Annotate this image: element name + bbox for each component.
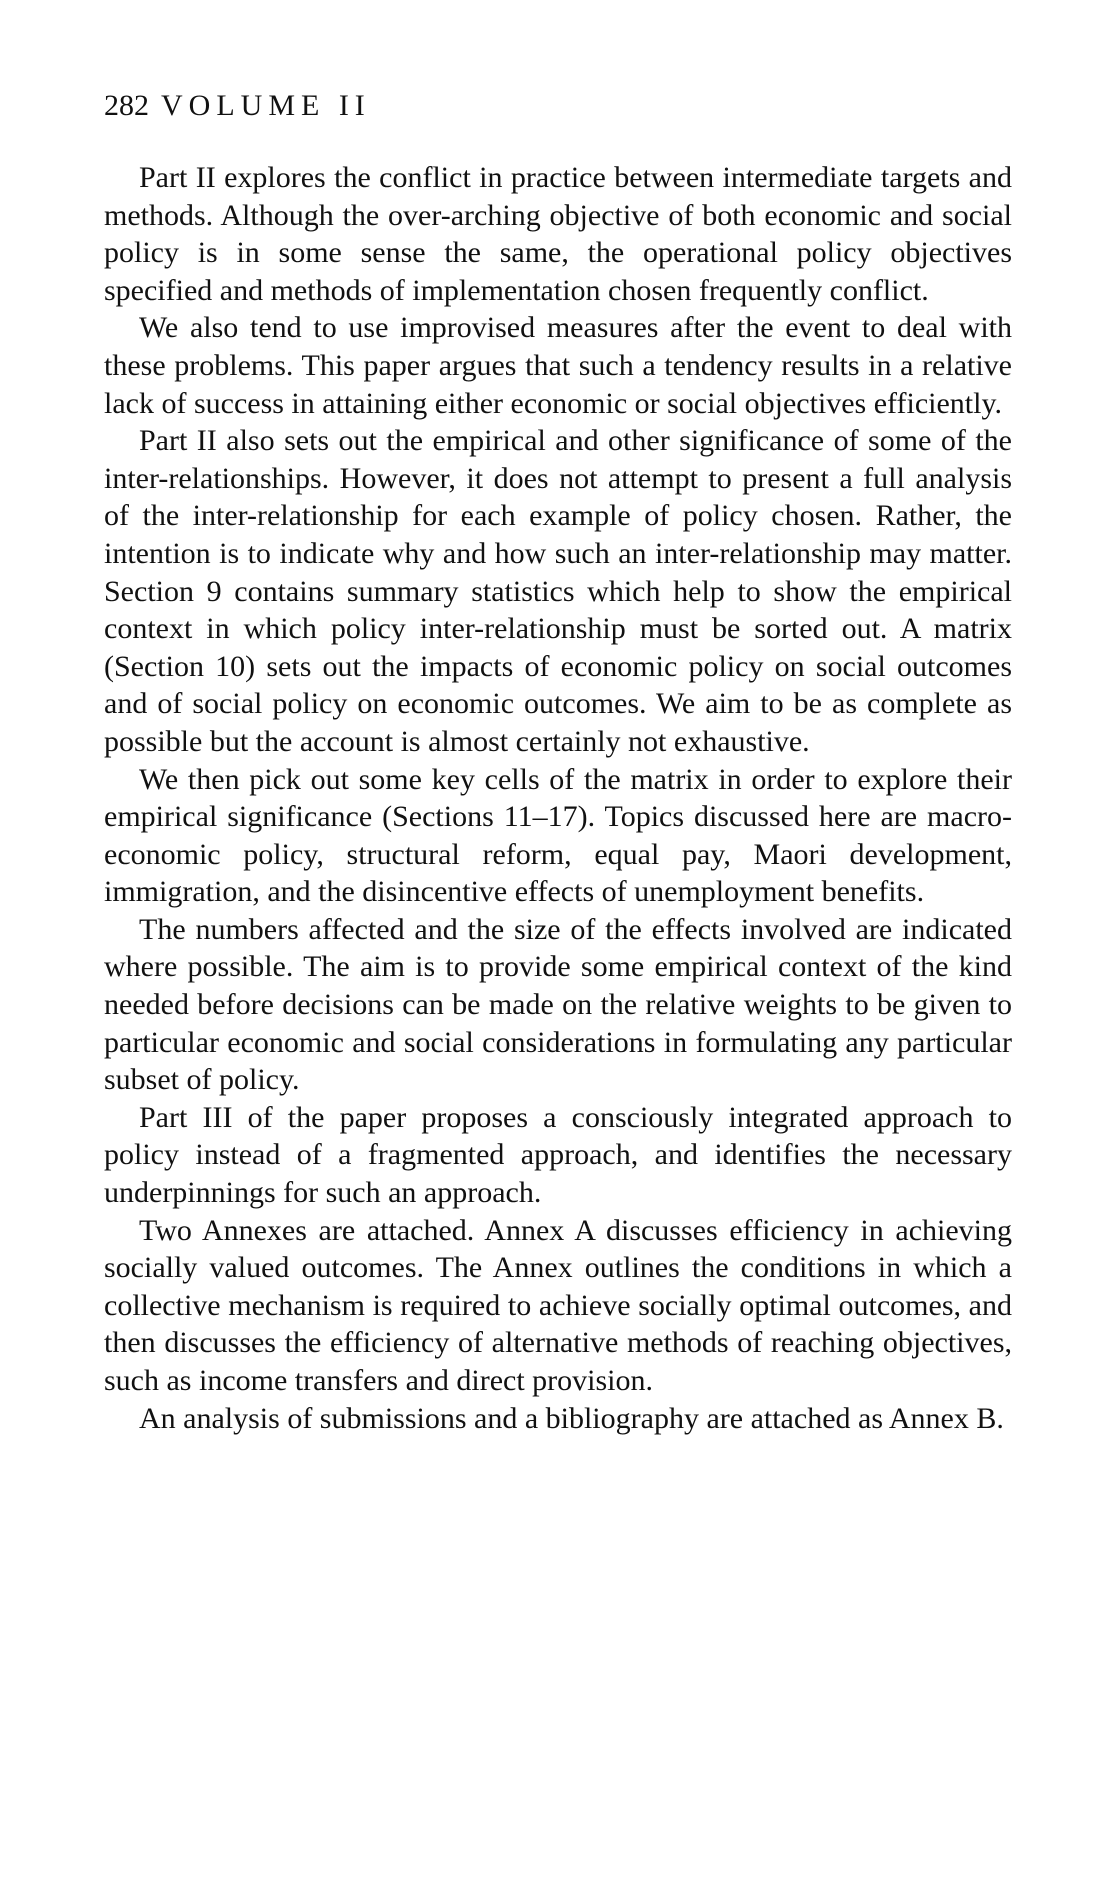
- paragraph: Part III of the paper proposes a consciously integrated approach to policy instead of a fragmented approach, and identifies the necessary underpinnings for such an approach.: [104, 1100, 1012, 1210]
- paragraph: Part II explores the conflict in practice between intermediate targets and methods. Although the over-arching objective of both economic and social policy is in some sense the same, the operational policy objectives specified and methods of implementation chosen frequently conflict.: [104, 161, 1012, 307]
- paragraph: Two Annexes are attached. Annex A discusses efficiency in achieving socially valued outcomes. The Annex outlines the conditions in which a collective mechanism is required to achieve socially optimal outcomes, and then discusses the efficiency of alternative methods of reaching objectives, such as income transfers and direct provision.: [104, 1213, 1012, 1397]
- running-header: [104, 84, 371, 128]
- body-text: [104, 159, 1012, 1437]
- paragraph: We also tend to use improvised measures after the event to deal with these problems. This paper argues that such a tendency results in a relative lack of success in attaining either economic or social objectives efficiently.: [104, 311, 1012, 420]
- volume-label: VOLUME II: [161, 89, 371, 122]
- paragraph: The numbers affected and the size of the effects involved are indicated where possible. The aim is to provide some empirical context of the kind needed before decisions can be made on the relative weights to be given to particular economic and social considerations in formulating any particular subset of policy.: [104, 912, 1012, 1097]
- paragraph: Part II also sets out the empirical and other significance of some of the inter-relationships. However, it does not attempt to present a full analysis of the inter-relationship for each example of policy chosen. Rather, the intention is to indicate why and how such an inter-relationship may matter. Section 9 contains summary statistics which help to show the empirical context in which policy inter-relationship must be sorted out. A matrix (Section 10) sets out the impacts of economic policy on social outcomes and of social policy on economic outcomes. We aim to be as complete as possible but the account is almost certainly not exhaustive.: [104, 424, 1012, 758]
- paragraph: An analysis of submissions and a bibliography are attached as Annex B.: [139, 1401, 1004, 1435]
- paragraph: We then pick out some key cells of the matrix in order to explore their empirical significance (Sections 11–17). Topics discussed here are macro-economic policy, structural reform, equal pay, Maori development, immigration, and the disincentive effects of unemployment benefits.: [104, 762, 1012, 909]
- page-number: 282: [104, 89, 149, 122]
